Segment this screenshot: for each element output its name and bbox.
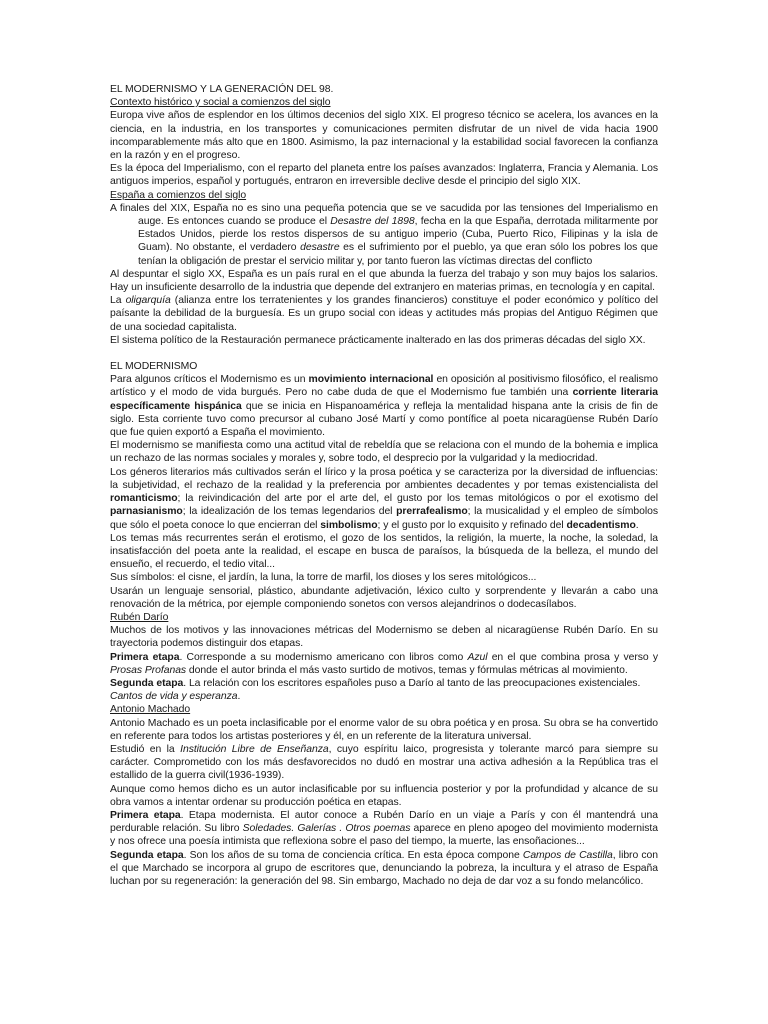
spacer bbox=[110, 347, 658, 360]
paragraph: Segunda etapa. Son los años de su toma de conciencia crítica. En esta época compone Campos de Castilla, libro con el que Marchado se incorpora al grupo de escritores que, denunciando la pobreza, la incultura y el atraso de España luchan por su regeneración: la generación del 98. Sin embargo, Machado no deja de dar voz a su fondo melancólico. bbox=[110, 849, 658, 887]
paragraph: Primera etapa. Corresponde a su modernismo americano con libros como Azul en el que combina prosa y verso y Prosas Profanas donde el autor brinda el más vasto surtido de motivos, temas y fórmulas métricas al movimiento. bbox=[110, 651, 658, 676]
paragraph: Sus símbolos: el cisne, el jardín, la luna, la torre de marfil, los dioses y los seres mitológicos... bbox=[110, 572, 537, 584]
section-heading-contexto: Contexto histórico y social a comienzos del siglo bbox=[110, 97, 331, 109]
paragraph: Cantos de vida y esperanza. bbox=[110, 691, 241, 703]
paragraph: Es la época del Imperialismo, con el reparto del planeta entre los países avanzados: Inglaterra, Francia y Alemania. Los antiguos imperios, español y portugués, entraron en irreversible declive desde el principio del siglo XIX. bbox=[110, 163, 658, 188]
paragraph: Antonio Machado es un poeta inclasificable por el enorme valor de su obra poética y en prosa. Su obra se ha convertido en referente para todos los artistas posteriores y él, en un referente de la literatura universal. bbox=[110, 717, 658, 742]
section-heading-antonio-machado: Antonio Machado bbox=[110, 704, 191, 716]
section-heading-ruben-dario: Rubén Darío bbox=[110, 611, 169, 623]
paragraph: A finales del XIX, España no es sino una pequeña potencia que se ve sacudida por las tensiones del Imperialismo en auge. Es entonces cuando se produce el Desastre del 1898, fecha en la que España, derrotada militarmente por Estados Unidos, pierde los restos dispersos de su antiguo imperio (Cuba, Puerto Rico, Filipinas y la isla de Guam). No obstante, el verdadero desastre es el sufrimiento por el pueblo, ya que eran sólo los pobres los que tenían la obligación de prestar el servicio militar y, por tanto fueron las víctimas directas del conflicto bbox=[110, 202, 658, 267]
paragraph: Al despuntar el siglo XX, España es un país rural en el que abunda la fuerza del trabajo y son muy bajos los salarios. Hay un insuficiente desarrollo de la industria que depende del extranjero en materias primas, en tecnología y en capital. bbox=[110, 268, 658, 294]
paragraph: Para algunos críticos el Modernismo es un movimiento internacional en oposición al positivismo filosófico, el realismo artístico y el modo de vida burgués. Pero no cabe duda de que el Modernismo fue también una corriente literaria específicamente hispánica que se inicia en Hispanoamérica y refleja la mentalidad hispana ante la crisis de fin de siglo. Esta corriente tuvo como precursor al cubano José Martí y como pontífice al poeta nicaragüense Rubén Darío que fue quien exportó a España el movimiento. bbox=[110, 374, 658, 439]
document-page bbox=[110, 83, 658, 888]
paragraph: Estudió en la Institución Libre de Enseñanza, cuyo espíritu laico, progresista y tolerante marcó para siempre su carácter. Comprometido con los más desfavorecidos no dudó en mostrar una activa adhesión a la República tras el estallido de la guerra civil(1936-1939). bbox=[110, 743, 659, 782]
paragraph: El sistema político de la Restauración permanece prácticamente inalterado en las dos primeras décadas del siglo XX. bbox=[110, 334, 646, 346]
paragraph: Aunque como hemos dicho es un autor inclasificable por su influencia posterior y por la profundidad y alcance de su obra vamos a intentar ordenar su producción poética en etapas. bbox=[110, 783, 658, 808]
section-heading-modernismo: EL MODERNISMO bbox=[110, 361, 198, 373]
paragraph: Primera etapa. Etapa modernista. El autor conoce a Rubén Darío en un viaje a París y con él mantendrá una perdurable relación. Su libro Soledades. Galerías . Otros poemas aparece en pleno apogeo del movimiento modernista y nos ofrece una poesía intimista que reflexiona sobre el paso del tiempo, la muerte, las ensoñaciones... bbox=[110, 809, 658, 848]
paragraph: El modernismo se manifiesta como una actitud vital de rebeldía que se relaciona con el mundo de la bohemia e implica un rechazo de las normas sociales y morales y, sobre todo, el desprecio por la vulgaridad y la mediocridad. bbox=[110, 440, 658, 465]
section-heading-espana: España a comienzos del siglo bbox=[110, 189, 247, 201]
paragraph: Segunda etapa. La relación con los escritores españoles puso a Darío al tanto de las preocupaciones existenciales. bbox=[110, 677, 641, 689]
paragraph: Los temas más recurrentes serán el erotismo, el gozo de los sentidos, la religión, la muerte, la noche, la soledad, la insatisfacción del poeta ante la realidad, el escape en busca de paraísos, la búsqueda de la belleza, el mundo del ensueño, el recuerdo, el tedio vital... bbox=[110, 532, 658, 571]
paragraph: Europa vive años de esplendor en los últimos decenios del siglo XIX. El progreso técnico se acelera, los avances en la ciencia, en la industria, en los transportes y comunicaciones permiten disfrutar de un nivel de vida hacia 1900 incomparablemente más alto que en 1800. Asimismo, la paz internacional y la estabilidad social favorecen la confianza en la razón y en el progreso. bbox=[110, 110, 658, 162]
document-title: EL MODERNISMO Y LA GENERACIÓN DEL 98. bbox=[110, 84, 334, 95]
paragraph: Muchos de los motivos y las innovaciones métricas del Modernismo se deben al nicaragüense Rubén Darío. En su trayectoria podemos distinguir dos etapas. bbox=[110, 625, 658, 650]
paragraph: Usarán un lenguaje sensorial, plástico, abundante adjetivación, léxico culto y sorprendente y llevarán a cabo una renovación de la métrica, por ejemple componiendo sonetos con versos alejandrinos o dodecasílabos. bbox=[110, 585, 658, 610]
paragraph: La oligarquía (alianza entre los terratenientes y los grandes financieros) constituye el poder económico y político del paísante la debilidad de la burguesía. Es un grupo social con ideas y actitudes más propias del Antiguo Régimen que de una sociedad capitalista. bbox=[110, 295, 658, 333]
paragraph: Los géneros literarios más cultivados serán el lírico y la prosa poética y se caracteriza por la diversidad de influencias: la subjetividad, el rechazo de la realidad y la preferencia por ambientes decadentes y por temas existencialista del romanticismo; la reivindicación del arte por el arte del, el gusto por los temas mitológicos o por el exotismo del parnasianismo; la idealización de los temas legendarios del prerrafealismo; la musicalidad y el empleo de símbolos que sólo el poeta conoce lo que encierran del simbolismo; y el gusto por lo exquisito y refinado del decadentismo. bbox=[110, 466, 659, 531]
